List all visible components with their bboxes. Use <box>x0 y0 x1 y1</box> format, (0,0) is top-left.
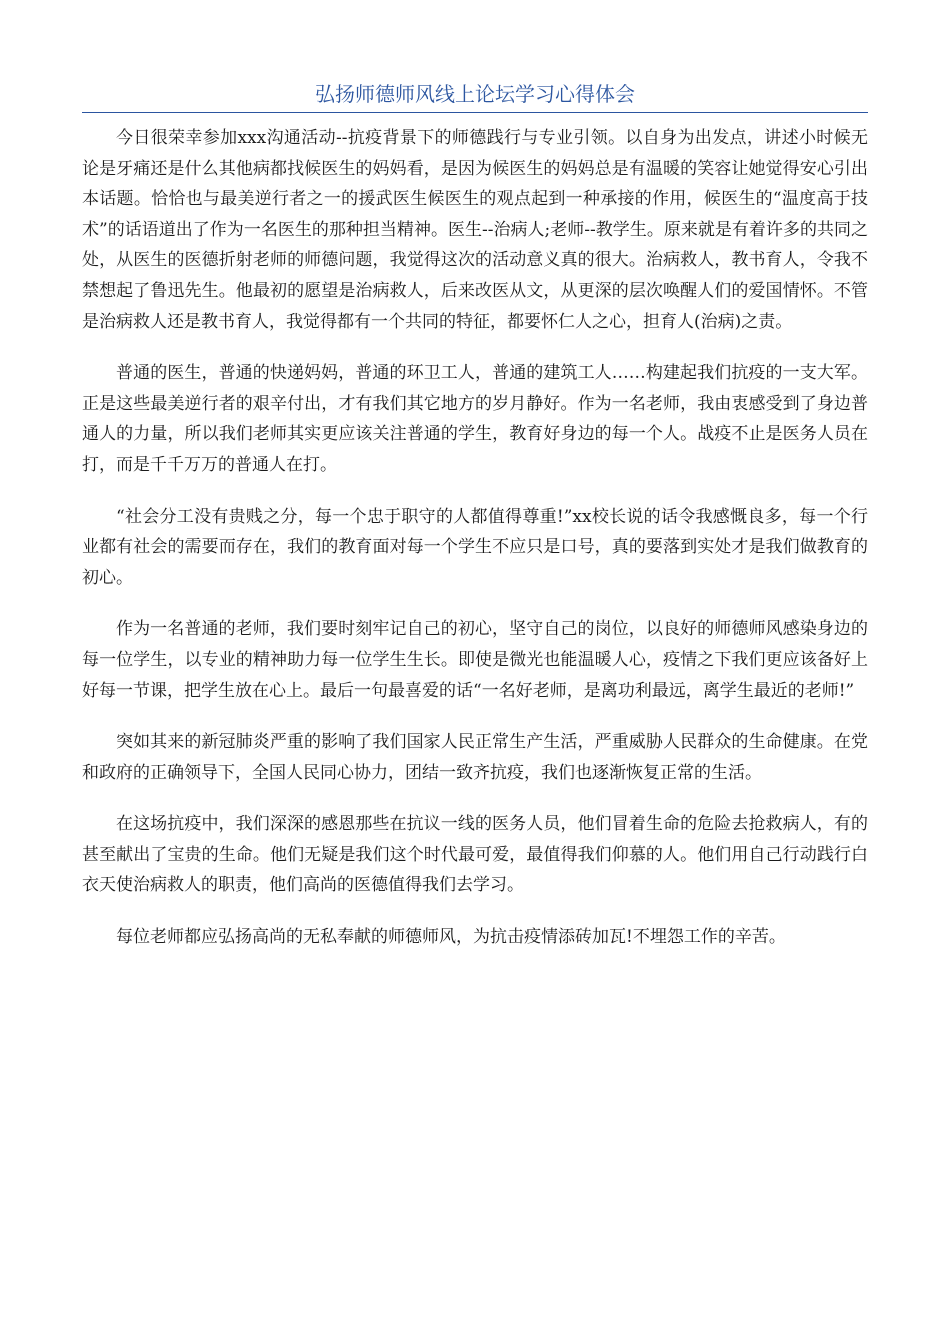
paragraph-2: 普通的医生，普通的快递妈妈，普通的环卫工人，普通的建筑工人……构建起我们抗疫的一支大军。正是这些最美逆行者的艰辛付出，才有我们其它地方的岁月静好。作为一名老师，我由衷感受到了身边普通人的力量，所以我们老师其实更应该关注普通的学生，教育好身边的每一个人。战疫不止是医务人员在打，而是千千万万的普通人在打。 <box>82 363 868 475</box>
paragraph-1: 今日很荣幸参加xxx沟通活动--抗疫背景下的师德践行与专业引领。以自身为出发点，讲述小时候无论是牙痛还是什么其他病都找候医生的妈妈看，是因为候医生的妈妈总是有温暖的笑容让她觉得安心引出本话题。恰恰也与最美逆行者之一的援武医生候医生的观点起到一种承接的作用，候医生的“温度高于技术”的话语道出了作为一名医生的那种担当精神。医生--治病人;老师--教学生。原来就是有着许多的共同之处，从医生的医德折射老师的师德问题，我觉得这次的活动意义真的很大。治病救人，教书育人，令我不禁想起了鲁迅先生。他最初的愿望是治病救人，后来改医从文，从更深的层次唤醒人们的爱国情怀。不管是治病救人还是教书育人，我觉得都有一个共同的特征，都要怀仁人之心，担育人(治病)之责。 <box>82 128 868 332</box>
paragraph-7: 每位老师都应弘扬高尚的无私奉献的师德师风，为抗击疫情添砖加瓦!不埋怨工作的辛苦。 <box>116 927 786 948</box>
document-page <box>82 78 868 974</box>
paragraph-4: 作为一名普通的老师，我们要时刻牢记自己的初心，坚守自己的岗位，以良好的师德师风感染身边的每一位学生，以专业的精神助力每一位学生生长。即使是微光也能温暖人心，疫情之下我们更应该备好上好每一节课，把学生放在心上。最后一句最喜爱的话“一名好老师，是离功利最远，离学生最近的老师!” <box>82 619 868 701</box>
paragraph-3: “社会分工没有贵贱之分，每一个忠于职守的人都值得尊重!”xx校长说的话令我感慨良多，每一个行业都有社会的需要而存在，我们的教育面对每一个学生不应只是口号，真的要落到实处才是我们做教育的初心。 <box>82 506 868 588</box>
paragraph-6: 在这场抗疫中，我们深深的感恩那些在抗议一线的医务人员，他们冒着生命的危险去抢救病人，有的甚至献出了宝贵的生命。他们无疑是我们这个时代最可爱，最值得我们仰慕的人。他们用自己行动践行白衣天使治病救人的职责，他们高尚的医德值得我们去学习。 <box>82 814 868 896</box>
paragraph-5: 突如其来的新冠肺炎严重的影响了我们国家人民正常生产生活，严重威胁人民群众的生命健康。在党和政府的正确领导下，全国人民同心协力，团结一致齐抗疫，我们也逐渐恢复正常的生活。 <box>82 732 868 783</box>
document-title: 弘扬师德师风线上论坛学习心得体会 <box>82 78 868 113</box>
